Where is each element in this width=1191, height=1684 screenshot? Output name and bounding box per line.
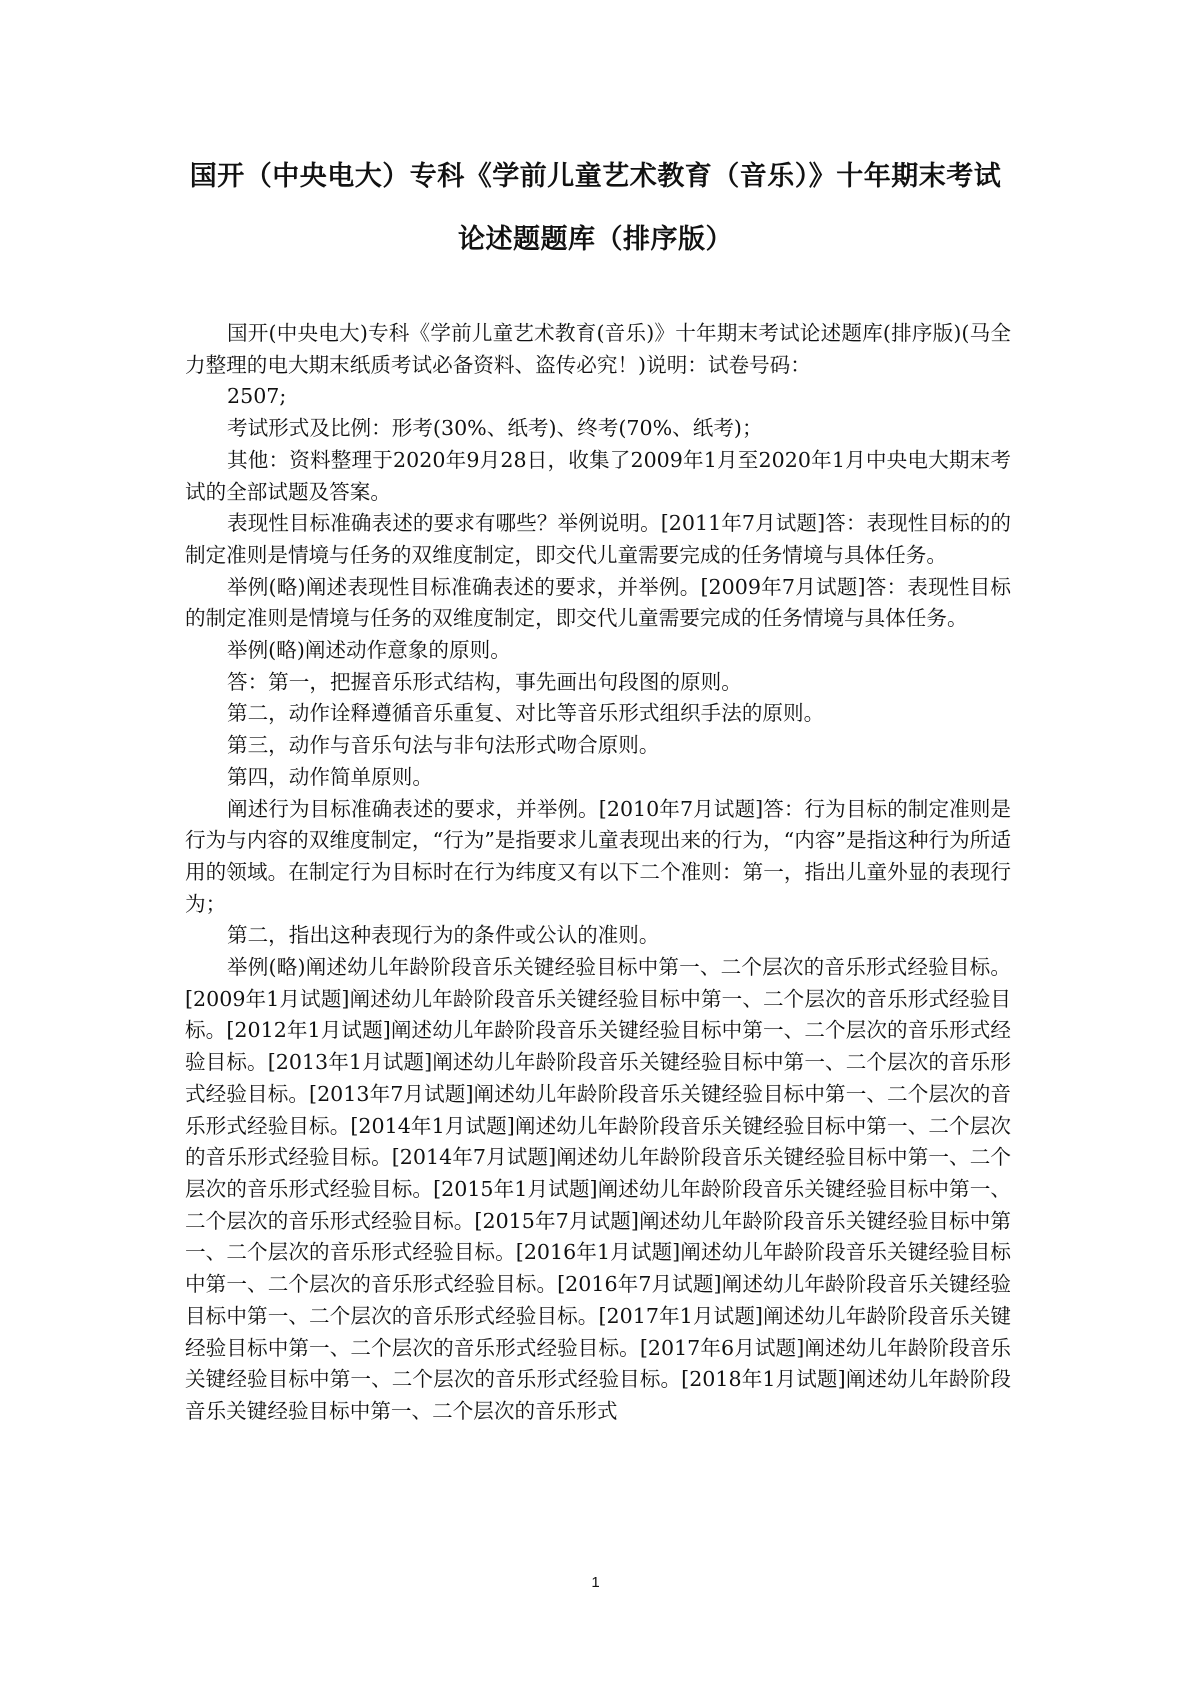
page-number: 1 [591, 1574, 600, 1591]
paragraph-question: 阐述行为目标准确表述的要求，并举例。[2010年7月试题]答：行为目标的制定准则是行为与内容的双维度制定，“行为”是指要求儿童表现出来的行为，“内容”是指这种行为所适用的领域。在制定行为目标时在行为纬度又有以下二个准则：第一，指出儿童外显的表现行为； [185, 796, 1011, 916]
paragraph-exam-code: 2507; [227, 384, 287, 409]
paragraph-question: 举例(略)阐述幼儿年龄阶段音乐关键经验目标中第一、二个层次的音乐形式经验目标。[2009年1月试题]阐述幼儿年龄阶段音乐关键经验目标中第一、二个层次的音乐形式经验目标。[2012年1月试题]阐述幼儿年龄阶段音乐关键经验目标中第一、二个层次的音乐形式经验目标。[2013年1月试题]阐述幼儿年龄阶段音乐关键经验目标中第一、二个层次的音乐形式经验目标。[2013年7月试题]阐述幼儿年龄阶段音乐关键经验目标中第一、二个层次的音乐形式经验目标。[2014年1月试题]阐述幼儿年龄阶段音乐关键经验目标中第一、二个层次的音乐形式经验目标。[2014年7月试题]阐述幼儿年龄阶段音乐关键经验目标中第一、二个层次的音乐形式经验目标。[2015年1月试题]阐述幼儿年龄阶段音乐关键经验目标中第一、二个层次的音乐形式经验目标。[2015年7月试题]阐述幼儿年龄阶段音乐关键经验目标中第一、二个层次的音乐形式经验目标。[2016年1月试题]阐述幼儿年龄阶段音乐关键经验目标中第一、二个层次的音乐形式经验目标。[2016年7月试题]阐述幼儿年龄阶段音乐关键经验目标中第一、二个层次的音乐形式经验目标。[2017年1月试题]阐述幼儿年龄阶段音乐关键经验目标中第一、二个层次的音乐形式经验目标。[2017年6月试题]阐述幼儿年龄阶段音乐关键经验目标中第一、二个层次的音乐形式经验目标。[2018年1月试题]阐述幼儿年龄阶段音乐关键经验目标中第一、二个层次的音乐形式 [185, 955, 1011, 1423]
document-title-line-1: 国开（中央电大）专科《学前儿童艺术教育（音乐）》十年期末考试 [189, 161, 1002, 192]
paragraph-answer: 第三，动作与音乐句法与非句法形式吻合原则。 [227, 733, 660, 758]
paragraph-question: 举例(略)阐述动作意象的原则。 [227, 638, 511, 663]
paragraph-other-info: 其他：资料整理于2020年9月28日，收集了2009年1月至2020年1月中央电大期末考试的全部试题及答案。 [185, 447, 1011, 504]
paragraph-answer: 答：第一，把握音乐形式结构，事先画出句段图的原则。 [227, 669, 742, 694]
document-title-line-2: 论述题题库（排序版） [458, 224, 733, 255]
paragraph-question: 表现性目标准确表述的要求有哪些？举例说明。[2011年7月试题]答：表现性目标的的制定准则是情境与任务的双维度制定，即交代儿童需要完成的任务情境与具体任务。 [185, 511, 1011, 567]
document-body [185, 318, 1011, 1428]
paragraph-answer: 第二，指出这种表现行为的条件或公认的准则。 [227, 923, 660, 948]
paragraph-intro: 国开(中央电大)专科《学前儿童艺术教育(音乐)》十年期末考试论述题库(排序版)(马全力整理的电大期末纸质考试必备资料、盗传必究！)说明：试卷号码： [185, 321, 1011, 377]
paragraph-answer: 第二，动作诠释遵循音乐重复、对比等音乐形式组织手法的原则。 [227, 701, 825, 726]
paragraph-exam-format: 考试形式及比例：形考(30%、纸考)、终考(70%、纸考)； [227, 416, 763, 441]
paragraph-question: 举例(略)阐述表现性目标准确表述的要求，并举例。[2009年7月试题]答：表现性目标的制定准则是情境与任务的双维度制定，即交代儿童需要完成的任务情境与具体任务。 [185, 574, 1011, 631]
paragraph-answer: 第四，动作简单原则。 [227, 764, 433, 789]
